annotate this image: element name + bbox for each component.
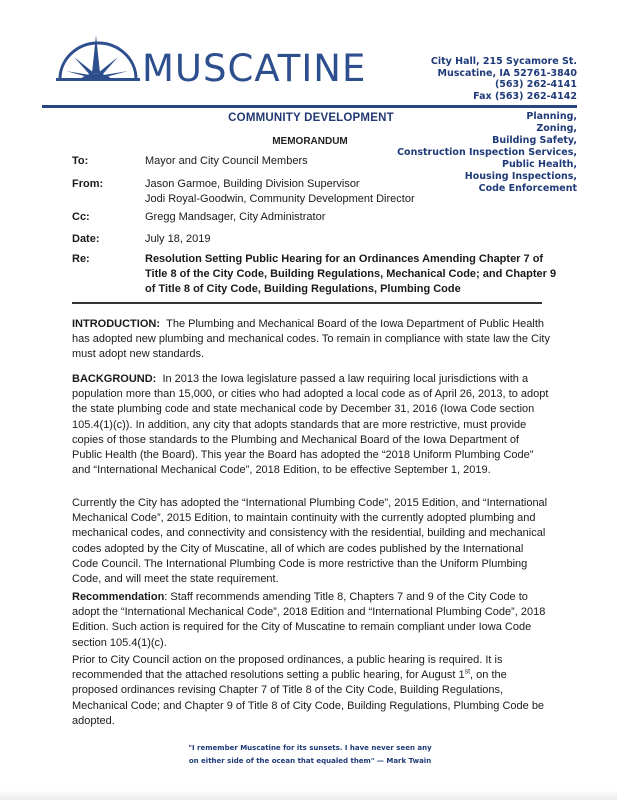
city-hall-address xyxy=(431,56,577,102)
introduction-paragraph xyxy=(72,317,550,363)
service-item: Housing Inspections, xyxy=(464,171,577,182)
current-codes-text: Currently the City has adopted the “International Plumbing Code”, 2015 Edition, and “International Mechanical Code”, 2015 Edition, to maintain continuity with the currently adopted plumbing and mechanical codes, and connectivity and consistency with the residential, building and mechanical codes adopted by the City of Muscatine, all of which are codes published by the International Code Council. The International Plumbing Code is more restrictive than the Uniform Plumbing Code, and will meet the state requirement. xyxy=(72,497,548,586)
memo-from-row xyxy=(72,177,552,209)
background-heading: BACKGROUND: xyxy=(72,373,157,385)
to-value: Mayor and City Council Members xyxy=(145,155,308,167)
from-value xyxy=(145,177,565,207)
recommendation-heading: Recommendation xyxy=(72,591,165,603)
scan-shadow-edge xyxy=(0,790,617,800)
service-item: Planning, xyxy=(526,111,577,122)
phone-number: (563) 262-4141 xyxy=(494,79,577,90)
from-sender-2: Jodi Royal-Goodwin, Community Development Director xyxy=(145,193,415,205)
brand-name: MUSCATINE xyxy=(142,47,367,90)
from-sender-1: Jason Garmoe, Building Division Supervisor xyxy=(145,178,360,190)
service-item: Construction Inspection Services, xyxy=(397,147,577,158)
introduction-text: The Plumbing and Mechanical Board of the Iowa Department of Public Health has adopted new plumbing and mechanical codes. To remain in compliance with state law the City must adopt new standards. xyxy=(72,318,550,361)
service-item: Code Enforcement xyxy=(478,183,577,194)
hearing-text-before: Prior to City Council action on the proposed ordinances, a public hearing is required. It is recommended that the attached resolutions setting a public hearing, for August 1 xyxy=(72,654,503,682)
recommendation-text: : Staff recommends amending Title 8, Chapters 7 and 9 of the City Code to adopt the “International Mechanical Code”, 2018 Edition and “International Plumbing Code”, 2018 Edition. Such action is required for the City of Muscatine to remain compliant under Iowa Code section 105.4(1)(c). xyxy=(72,591,546,649)
memo-title: MEMORANDUM xyxy=(272,136,348,147)
quote-line-2: on either side of the ocean that equaled them" — Mark Twain xyxy=(188,757,432,765)
letterhead-divider xyxy=(42,105,577,108)
hearing-text-after: , on the proposed ordinances revising Chapter 7 of Title 8 of the City Code, Building Regulations, Mechanical Code; and Chapter 9 of Title 8 of City Code, Building Regulations, Plumbing Code be adopted. xyxy=(72,669,545,727)
recommendation-paragraph xyxy=(72,590,550,651)
cc-label: Cc: xyxy=(72,211,90,223)
background-text: In 2013 the Iowa legislature passed a law requiring local jurisdictions with a population more than 15,000, or cities who had adopted a local code as of April 26, 2013, to adopt the state plumbing code and state mechanical code by December 31, 2016 (Iowa Code section 105.4(1)(c)). In addition, any city that adopts standards that are more restrictive, must provide copies of those standards to the Plumbing and Mechanical Board of the Iowa Department of Public Health (the Board). This year the Board has adopted the “2018 Uniform Plumbing Code” and “International Mechanical Code”, 2018 Edition, to be effective September 1, 2019. xyxy=(72,373,549,477)
date-value: July 18, 2019 xyxy=(145,233,211,245)
memo-re-row xyxy=(72,252,557,300)
quote-line-1: "I remember Muscatine for its sunsets. I have never seen any xyxy=(188,744,432,752)
re-subject: Resolution Setting Public Hearing for an Ordinances Amending Chapter 7 of Title 8 of the City Code, Building Regulations, Mechanical Code; and Chapter 9 of Title 8 of City Code, Building Regulations, Plumbing Code xyxy=(145,253,557,295)
header-divider xyxy=(72,302,542,304)
cc-value: Gregg Mandsager, City Administrator xyxy=(145,211,326,223)
address-line-1: City Hall, 215 Sycamore St. xyxy=(430,56,577,67)
department-name: COMMUNITY DEVELOPMENT xyxy=(228,112,394,124)
public-hearing-paragraph xyxy=(72,653,550,729)
from-label: From: xyxy=(72,178,104,190)
muscatine-sunburst-logo-icon xyxy=(56,33,140,81)
current-codes-paragraph xyxy=(72,496,550,587)
service-item: Zoning, xyxy=(536,123,577,134)
introduction-heading: INTRODUCTION: xyxy=(72,318,160,330)
re-label: Re: xyxy=(72,253,90,265)
address-line-2: Muscatine, IA 52761-3840 xyxy=(437,67,577,79)
service-item: Building Safety, xyxy=(492,135,577,146)
mark-twain-quote xyxy=(150,742,470,768)
date-label: Date: xyxy=(72,233,100,245)
fax-number: Fax (563) 262-4142 xyxy=(473,90,577,102)
background-paragraph xyxy=(72,372,550,478)
hearing-ordinal-suffix: st xyxy=(464,668,471,676)
to-label: To: xyxy=(72,155,89,167)
service-item: Public Health, xyxy=(502,159,577,170)
